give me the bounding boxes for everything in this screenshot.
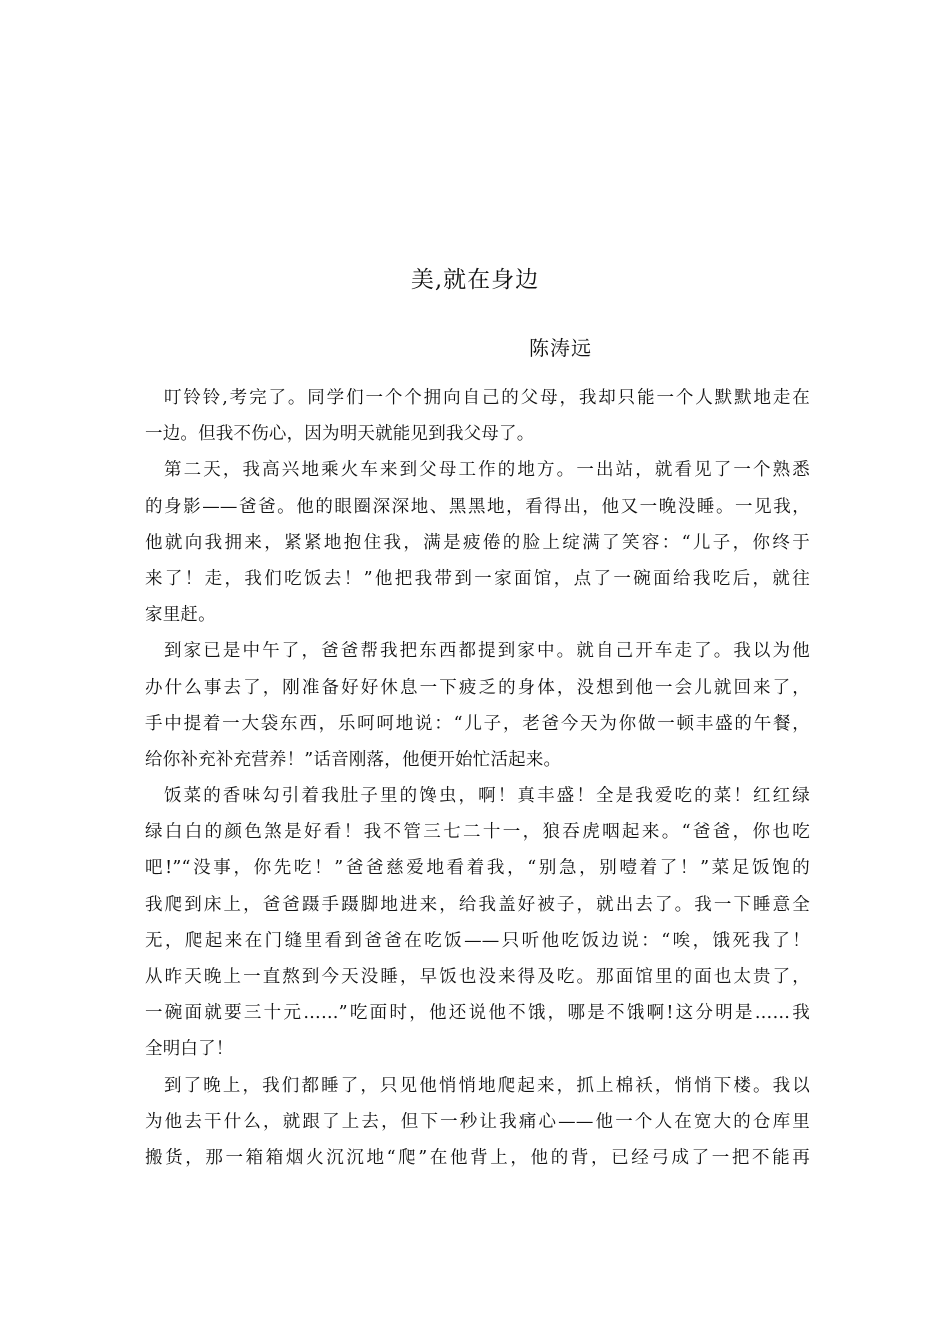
paragraph-line: 办什么事去了，刚准备好好休息一下疲乏的身体，没想到他一会儿就回来了， [145,677,810,698]
paragraph-line: 给你补充补充营养！”话音刚落，他便开始忙活起来。 [145,749,562,770]
paragraph-line: 手中提着一大袋东西，乐呵呵地说：“儿子，老爸今天为你做一顿丰盛的午餐， [145,713,810,734]
paragraph-line: 为他去干什么，就跟了上去，但下一秒让我痛心——他一个人在宽大的仓库里 [145,1111,810,1132]
paragraph [145,778,810,1068]
paragraph-line: 从昨天晚上一直熬到今天没睡，早饭也没来得及吃。那面馆里的面也太贵了， [145,967,810,987]
document-body [145,380,810,1176]
paragraph-line: 无，爬起来在门缝里看到爸爸在吃饭——只听他吃饭边说：“唉，饿死我了！ [145,930,810,951]
paragraph-line: 第二天，我高兴地乘火车来到父母工作的地方。一出站，就看见了一个熟悉 [164,460,810,481]
paragraph [145,380,810,452]
paragraph-line: 一边。但我不伤心，因为明天就能见到我父母了。 [145,424,535,445]
paragraph-line: 到家已是中午了，爸爸帮我把东西都提到家中。就自己开车走了。我以为他 [164,641,810,662]
paragraph-line: 叮铃铃,考完了。同学们一个个拥向自己的父母，我却只能一个人默默地走在 [164,388,810,408]
paragraph-line: 我爬到床上，爸爸蹑手蹑脚地进来，给我盖好被子，就出去了。我一下睡意全 [145,894,810,915]
paragraph-line: 家里赶。 [145,605,216,626]
paragraph-line: 全明白了！ [145,1039,234,1060]
paragraph [145,1068,810,1177]
paragraph-line: 来了！走，我们吃饭去！”他把我带到一家面馆，点了一碗面给我吃后，就往 [145,568,810,589]
paragraph-line: 绿白白的颜色煞是好看！我不管三七二十一，狼吞虎咽起来。“爸爸，你也吃 [145,822,810,843]
paragraph-line: 搬货，那一箱箱烟火沉沉地“爬”在他背上，他的背，已经弓成了一把不能再 [145,1147,810,1168]
paragraph-line: 他就向我拥来，紧紧地抱住我，满是疲倦的脸上绽满了笑容：“儿子，你终于 [145,532,810,553]
paragraph-line: 到了晚上，我们都睡了，只见他悄悄地爬起来，抓上棉袄，悄悄下楼。我以 [164,1075,810,1096]
paragraph [145,633,810,778]
document-title: 美,就在身边 [410,267,540,293]
paragraph [145,452,810,633]
paragraph-line: 一碗面就要三十元……”吃面时，他还说他不饿，哪是不饿啊!这分明是……我 [145,1003,810,1024]
paragraph-line: 吧!”“没事，你先吃！”爸爸慈爱地看着我，“别急，别噎着了！”菜足饭饱的 [145,858,810,879]
paragraph-line: 的身影——爸爸。他的眼圈深深地、黑黑地，看得出，他又一晚没睡。一见我， [145,496,810,517]
document-author: 陈涛远 [529,336,592,360]
paragraph-line: 饭菜的香味勾引着我肚子里的馋虫，啊！真丰盛！全是我爱吃的菜！红红绿 [164,786,810,807]
